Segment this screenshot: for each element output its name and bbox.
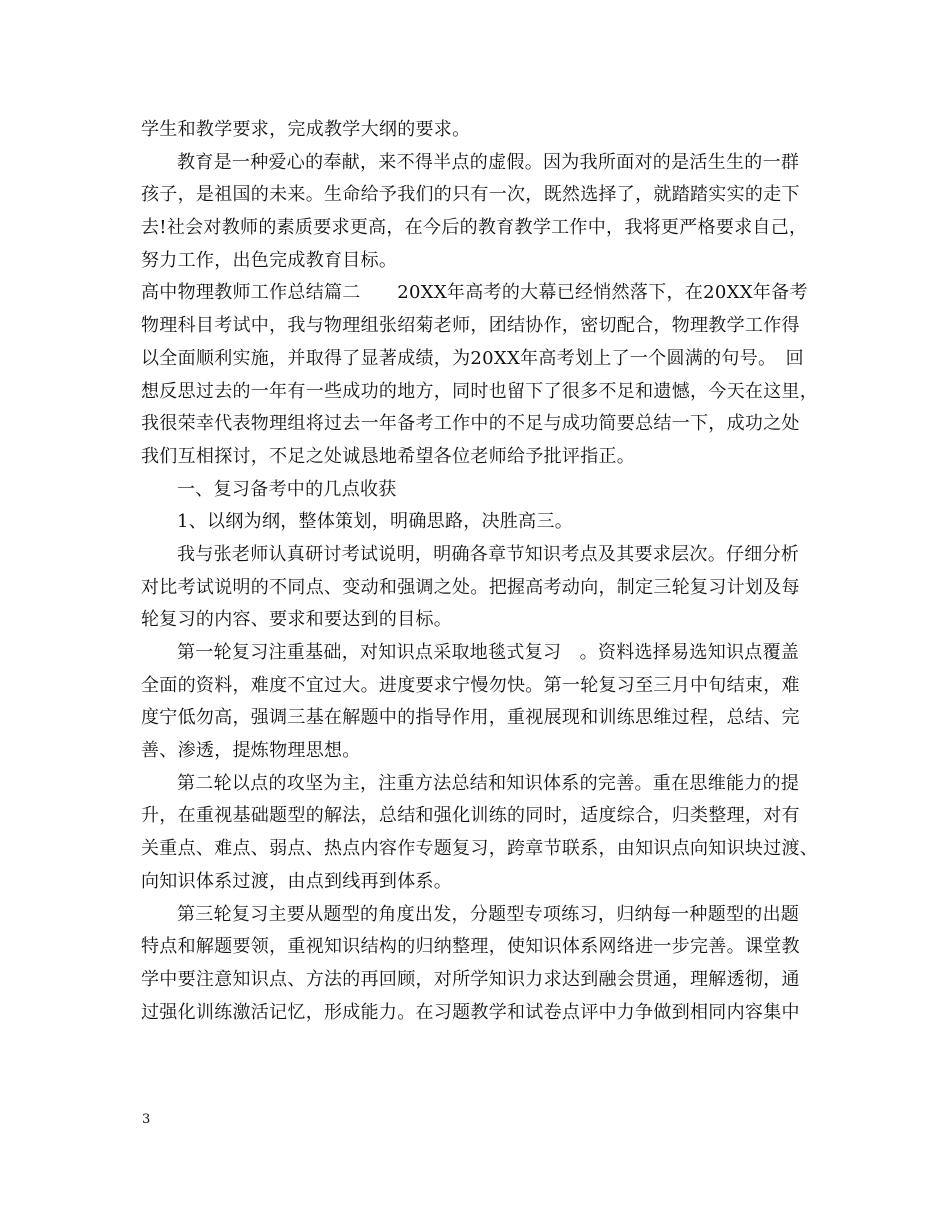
text-line: 关重点、难点、弱点、热点内容作专题复习，跨章节联系，由知识点向知识块过渡、 [141, 838, 819, 860]
text-line: 教育是一种爱心的奉献，来不得半点的虚假。因为我所面对的是活生生的一群 [177, 151, 800, 173]
text-line: 过强化训练激活记忆，形成能力。在习题教学和试卷点评中力争做到相同内容集中 [141, 1001, 800, 1023]
document-body [141, 114, 819, 1029]
text-line: 努力工作，出色完成教育目标。 [141, 249, 398, 271]
text-line: 去!社会对教师的素质要求更高，在今后的教育教学工作中，我将更严格要求自己， [141, 217, 808, 239]
text-line: 学中要注意知识点、方法的再回顾，对所学知识力求达到融会贯通，理解透彻，通 [141, 968, 800, 990]
text-line: 我们互相探讨，不足之处诚恳地希望各位老师给予批评指正。 [141, 445, 636, 467]
text-line: 第三轮复习主要从题型的角度出发，分题型专项练习，归纳每一种题型的出题 [177, 903, 800, 925]
text-line: 度宁低勿高，强调三基在解题中的指导作用，重视展现和训练思维过程，总结、完 [141, 707, 800, 729]
text-line: 全面的资料，难度不宜过大。进度要求宁慢勿快。第一轮复习至三月中旬结束，难 [141, 674, 800, 696]
text-line: 一、复习备考中的几点收获 [177, 478, 397, 500]
text-line: 1、以纲为纲，整体策划，明确思路，决胜高三。 [177, 511, 574, 533]
text-line: 特点和解题要领，重视知识结构的归纳整理，使知识体系网络进一步完善。课堂教 [141, 936, 800, 958]
page-number: 3 [142, 1112, 151, 1127]
text-line: 物理科目考试中，我与物理组张绍菊老师，团结协作，密切配合，物理教学工作得 [141, 315, 800, 337]
text-line: 对比考试说明的不同点、变动和强调之处。把握高考动向，制定三轮复习计划及每 [141, 576, 800, 598]
text-line: 想反思过去的一年有一些成功的地方，同时也留下了很多不足和遗憾，今天在这里， [141, 380, 819, 402]
text-line: 以全面顺利实施，并取得了显著成绩，为20XX年高考划上了一个圆满的句号。 回 [141, 347, 804, 369]
text-line: 升，在重视基础题型的解法，总结和强化训练的同时，适度综合，归类整理，对有 [141, 805, 800, 827]
text-line: 轮复习的内容、要求和要达到的目标。 [141, 609, 453, 631]
text-line: 孩子，是祖国的未来。生命给予我们的只有一次，既然选择了，就踏踏实实的走下 [141, 184, 800, 206]
text-line: 善、渗透，提炼物理思想。 [141, 740, 361, 762]
text-line: 我与张老师认真研讨考试说明，明确各章节知识考点及其要求层次。仔细分析 [177, 543, 800, 565]
text-line: 我很荣幸代表物理组将过去一年备考工作中的不足与成功简要总结一下，成功之处 [141, 413, 800, 435]
text-line: 第一轮复习注重基础，对知识点采取地毯式复习 。资料选择易选知识点覆盖 [177, 642, 800, 663]
text-line: 向知识体系过渡，由点到线再到体系。 [141, 870, 453, 892]
text-line: 高中物理教师工作总结篇二 20XX年高考的大幕已经悄然落下，在20XX年备考 [141, 282, 808, 304]
text-line: 学生和教学要求，完成教学大纲的要求。 [141, 119, 471, 140]
text-line: 第二轮以点的攻坚为主，注重方法总结和知识体系的完善。重在思维能力的提 [177, 772, 800, 794]
